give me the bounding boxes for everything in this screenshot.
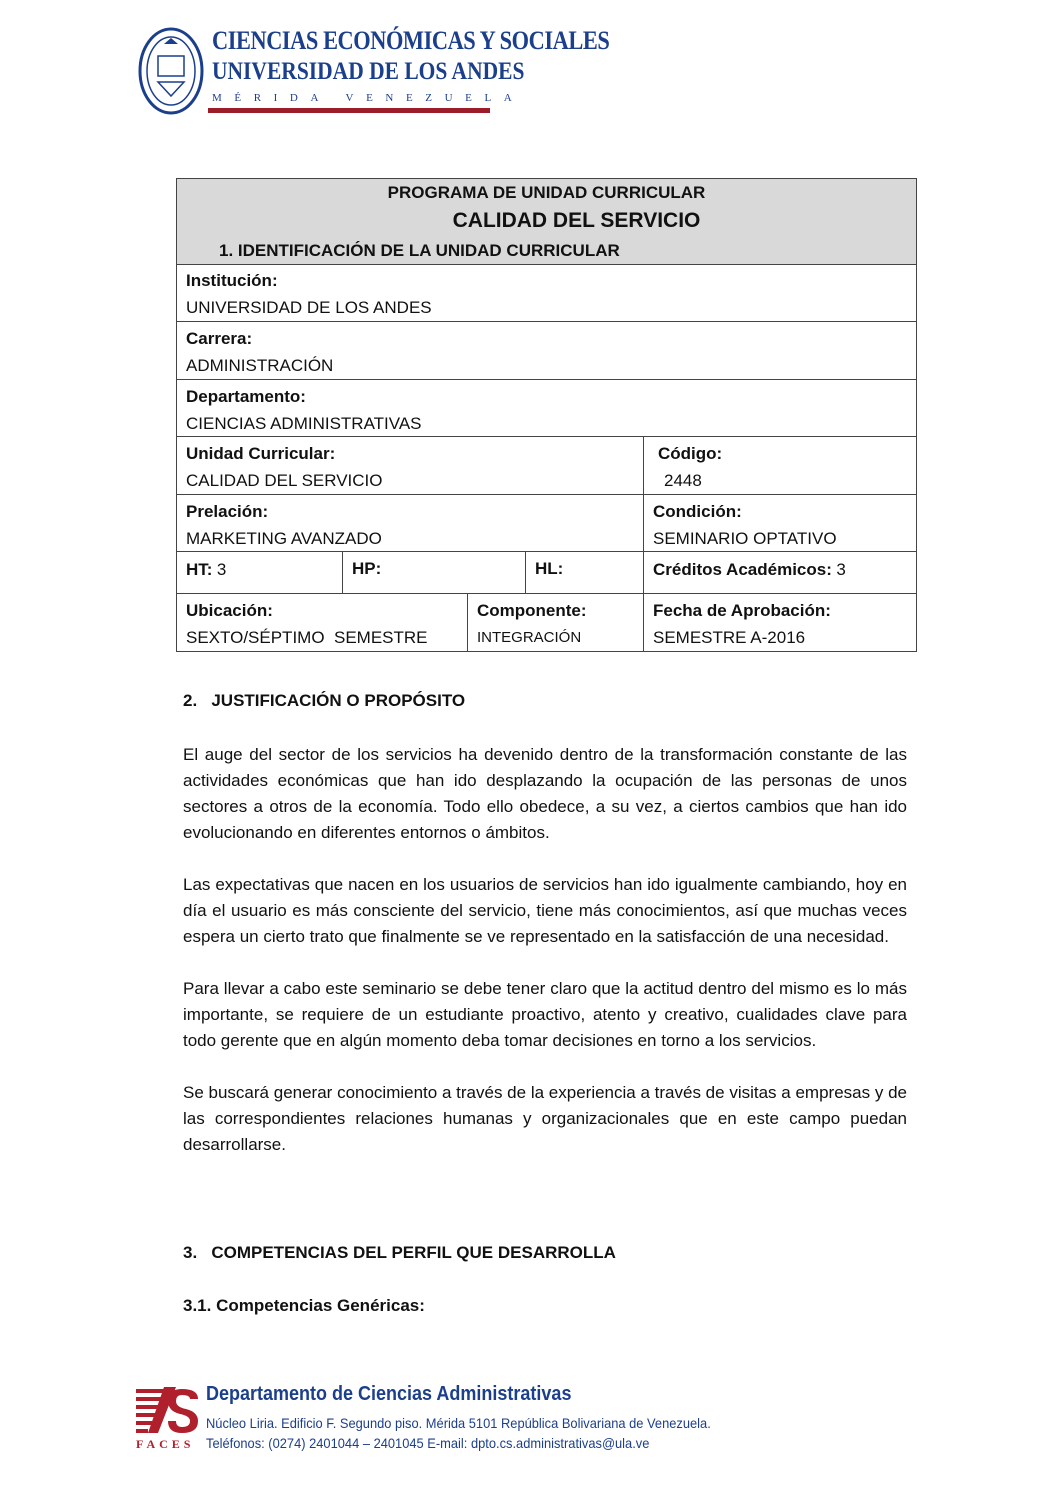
university-header xyxy=(138,20,610,120)
componente-value: INTEGRACIÓN xyxy=(477,629,582,646)
condicion-cell xyxy=(643,495,918,551)
table-header xyxy=(176,178,917,265)
curricular-unit-table xyxy=(176,178,917,647)
carrera-cell xyxy=(177,322,918,379)
creditos-value: 3 xyxy=(836,560,846,579)
header-divider xyxy=(208,108,490,113)
table-row-carrera xyxy=(176,322,917,380)
table-row-hours xyxy=(176,552,917,594)
componente-label: Componente: xyxy=(477,601,587,620)
section-3-heading: 3. COMPETENCIAS DEL PERFIL QUE DESARROLLA xyxy=(183,1243,616,1262)
section-1-heading: 1. IDENTIFICACIÓN DE LA UNIDAD CURRICULAR xyxy=(219,241,620,260)
section-2-body xyxy=(183,742,907,1158)
departamento-cell xyxy=(177,380,918,436)
justification-paragraph-3: Para llevar a cabo este seminario se debe tener claro que la actitud dentro del mismo es lo más importante, se requiere de un estudiante proactivo, atento y creativo, cualidades clave para todo gerente que en algún momento deba tomar decisiones en torno a los servicios. xyxy=(183,979,907,1050)
program-title: PROGRAMA DE UNIDAD CURRICULAR xyxy=(387,183,706,202)
table-row-departamento xyxy=(176,380,917,437)
institucion-cell xyxy=(177,264,918,321)
prelacion-label: Prelación: xyxy=(186,502,269,521)
codigo-cell xyxy=(643,437,918,494)
footer-address: Núcleo Liria. Edificio F. Segundo piso. Mérida 5101 República Bolivariana de Venezuela. xyxy=(206,1415,711,1431)
prelacion-cell xyxy=(177,495,643,551)
institucion-label: Institución: xyxy=(186,271,278,290)
faces-logo-icon xyxy=(136,1385,200,1435)
fecha-label: Fecha de Aprobación: xyxy=(653,601,831,620)
ht-label: HT: xyxy=(186,560,213,579)
institucion-value: UNIVERSIDAD DE LOS ANDES xyxy=(186,298,432,317)
creditos-label: Créditos Académicos: xyxy=(653,560,832,579)
codigo-label: Código: xyxy=(658,444,723,463)
carrera-label: Carrera: xyxy=(186,329,253,348)
ubicacion-label: Ubicación: xyxy=(186,601,273,620)
ht-cell xyxy=(177,552,342,593)
course-title: CALIDAD DEL SERVICIO xyxy=(452,209,701,232)
ubicacion-value: SEXTO/SÉPTIMO SEMESTRE xyxy=(186,628,428,647)
prelacion-value: MARKETING AVANZADO xyxy=(186,529,382,548)
hp-cell xyxy=(342,552,525,593)
table-row-institucion xyxy=(176,264,917,322)
hp-label: HP: xyxy=(352,559,382,578)
unidad-cell xyxy=(177,437,643,494)
department-footer xyxy=(136,1383,736,1455)
table-row-prelacion xyxy=(176,495,917,552)
ubicacion-cell xyxy=(177,594,467,651)
ht-value: 3 xyxy=(216,560,227,579)
header-university-name: UNIVERSIDAD DE LOS ANDES xyxy=(212,58,525,85)
unidad-value: CALIDAD DEL SERVICIO xyxy=(186,471,383,490)
codigo-value: 2448 xyxy=(664,471,702,490)
departamento-label: Departamento: xyxy=(186,387,306,406)
fecha-cell xyxy=(643,594,918,651)
carrera-value: ADMINISTRACIÓN xyxy=(186,356,334,375)
fecha-value: SEMESTRE A-2016 xyxy=(653,628,806,647)
justification-paragraph-4: Se buscará generar conocimiento a través de la experiencia a través de visitas a empresas y de las correspondientes relaciones humanas y organizacionales que en este campo puedan desarrollarse. xyxy=(183,1083,907,1154)
creditos-cell xyxy=(643,552,918,593)
section-3-1-heading: 3.1. Competencias Genéricas: xyxy=(183,1296,425,1315)
table-row-unidad xyxy=(176,437,917,495)
footer-contact: Teléfonos: (0274) 2401044 – 2401045 E-mail: dpto.cs.administrativas@ula.ve xyxy=(206,1435,650,1451)
justification-paragraph-2: Las expectativas que nacen en los usuarios de servicios han ido igualmente cambiando, hoy en día el usuario es más consciente del servicio, tiene más conocimientos, así que muchas veces espera un cierto trato que finalmente se ve representado en la satisfacción de una necesidad. xyxy=(183,875,907,946)
header-location: MÉRIDA VENEZUELA xyxy=(212,92,525,104)
header-faculty-name: CIENCIAS ECONÓMICAS Y SOCIALES xyxy=(212,26,610,55)
university-seal-icon xyxy=(138,26,204,116)
unidad-label: Unidad Curricular: xyxy=(186,444,336,463)
condicion-value: SEMINARIO OPTATIVO xyxy=(653,529,837,548)
section-2-heading: 2. JUSTIFICACIÓN O PROPÓSITO xyxy=(183,691,466,710)
departamento-value: CIENCIAS ADMINISTRATIVAS xyxy=(186,414,422,433)
componente-cell xyxy=(467,594,643,651)
hl-label: HL: xyxy=(535,559,564,578)
condicion-label: Condición: xyxy=(653,502,742,521)
footer-department-title: Departamento de Ciencias Administrativas xyxy=(206,1383,572,1405)
hl-cell xyxy=(525,552,643,593)
justification-paragraph-1: El auge del sector de los servicios ha devenido dentro de la transformación constante de las actividades económicas que han ido desplazando la ocupación de las personas de unos sectores a otros de la economía. Todo ello obedece, a su vez, a ciertos cambios que han ido evolucionando en diferentes entornos o ámbitos. xyxy=(183,745,907,842)
table-row-ubicacion xyxy=(176,594,917,652)
faces-wordmark: FACES xyxy=(136,1437,195,1451)
